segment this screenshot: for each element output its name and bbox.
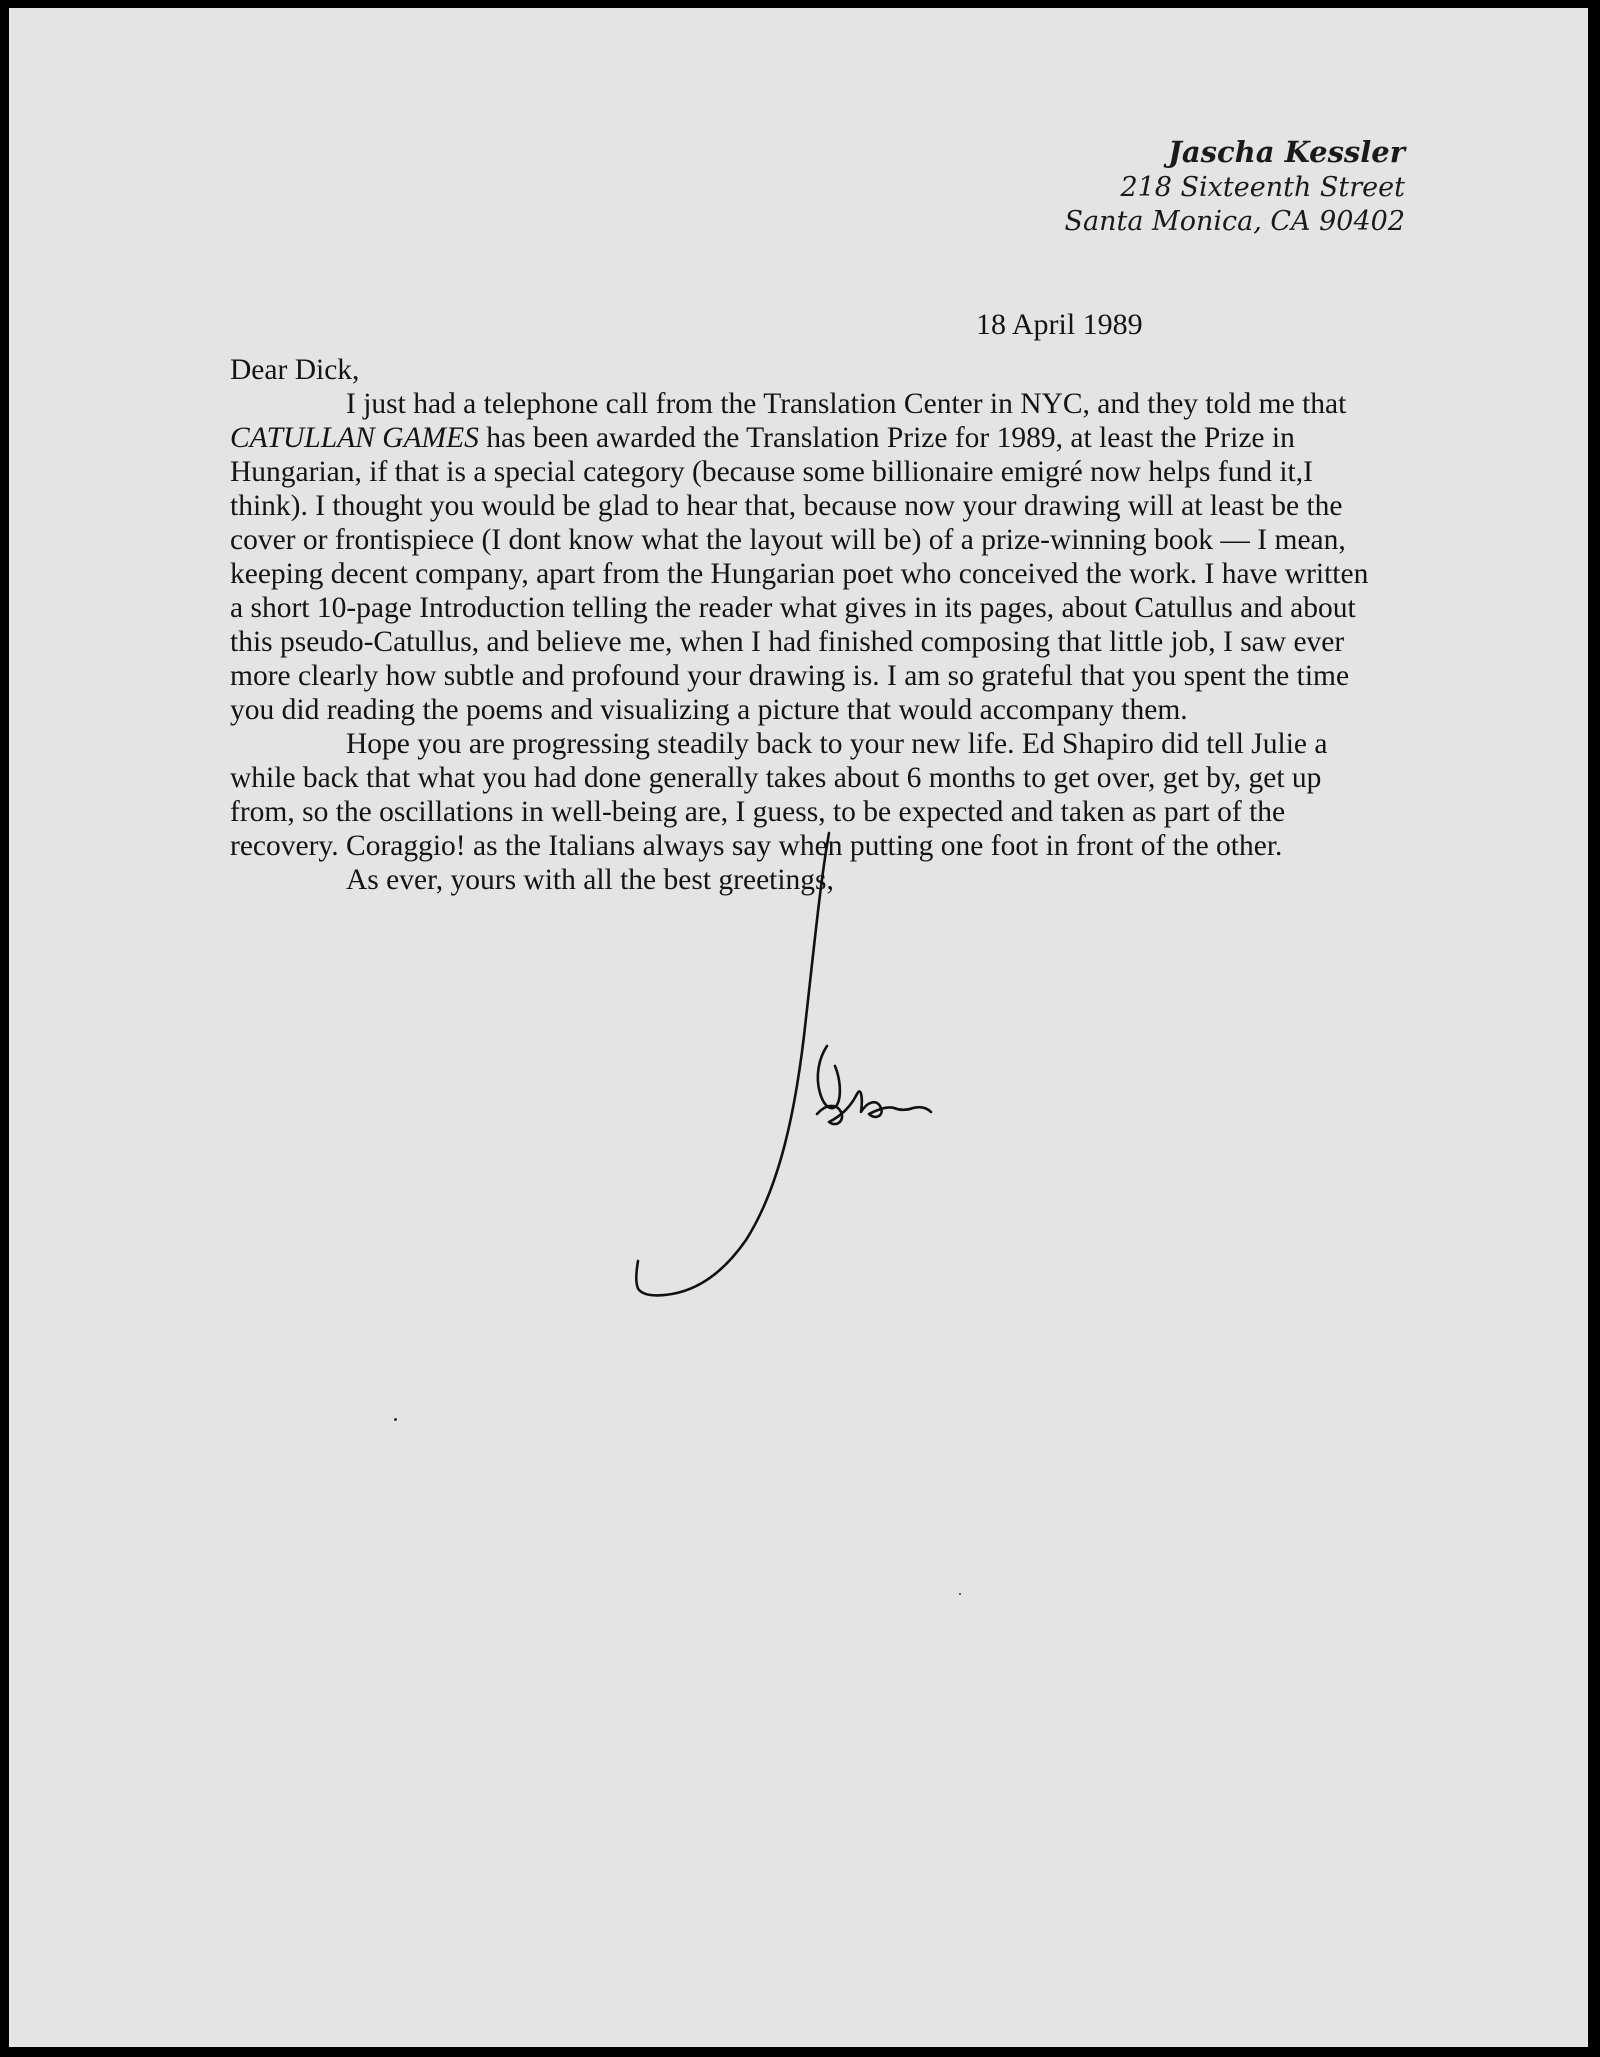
letter-body <box>230 353 1382 897</box>
book-title: CATULLAN GAMES <box>230 422 479 454</box>
paragraph-1-part-a: I just had a telephone call from the Translation Center in NYC, and they told me that <box>346 388 1347 420</box>
paragraph-2: Hope you are progressing steadily back to your new life. Ed Shapiro did tell Julie a while back that what you had done generally takes about 6 months to get over, get by, get up from, so the oscillations in well-being are, I guess, to be expected and taken as part of the recovery. Coraggio! as the Italians always say when putting one foot in front of the other. <box>230 728 1328 862</box>
signature-loop <box>818 1046 840 1108</box>
handwritten-signature <box>9 8 1588 2047</box>
closing: As ever, yours with all the best greetings, <box>346 864 834 896</box>
letter-date: 18 April 1989 <box>976 308 1143 341</box>
paper-speck <box>394 1418 397 1421</box>
signature-letters <box>817 1091 931 1124</box>
paragraph-1 <box>230 387 1382 727</box>
salutation: Dear Dick, <box>230 354 360 386</box>
paper-speck <box>959 1593 961 1595</box>
letterhead-name: Jascha Kessler <box>1168 135 1405 169</box>
letterhead-street: 218 Sixteenth Street <box>1120 172 1405 203</box>
letterhead-city: Santa Monica, CA 90402 <box>1064 206 1405 237</box>
signature-j-stroke <box>636 833 829 1295</box>
paragraph-1-part-b: has been awarded the Translation Prize for 1989, at least the Prize in Hungarian, if that is a special category (because some billionaire emigré now helps fund it,I think). I thought you would be glad to hear that, because now your drawing will at least be the cover or frontispiece (I dont know what the layout will be) of a prize-winning book — I mean, keeping decent company, apart from the Hungarian poet who conceived the work. I have written a short 10-page Introduction telling the reader what gives in its pages, about Catullus and about this pseudo-Catullus, and believe me, when I had finished composing that little job, I saw ever more clearly how subtle and profound your drawing is. I am so grateful that you spent the time you did reading the poems and visualizing a picture that would accompany them. <box>230 422 1369 726</box>
letter-page <box>9 8 1588 2047</box>
letterhead <box>1065 133 1405 239</box>
